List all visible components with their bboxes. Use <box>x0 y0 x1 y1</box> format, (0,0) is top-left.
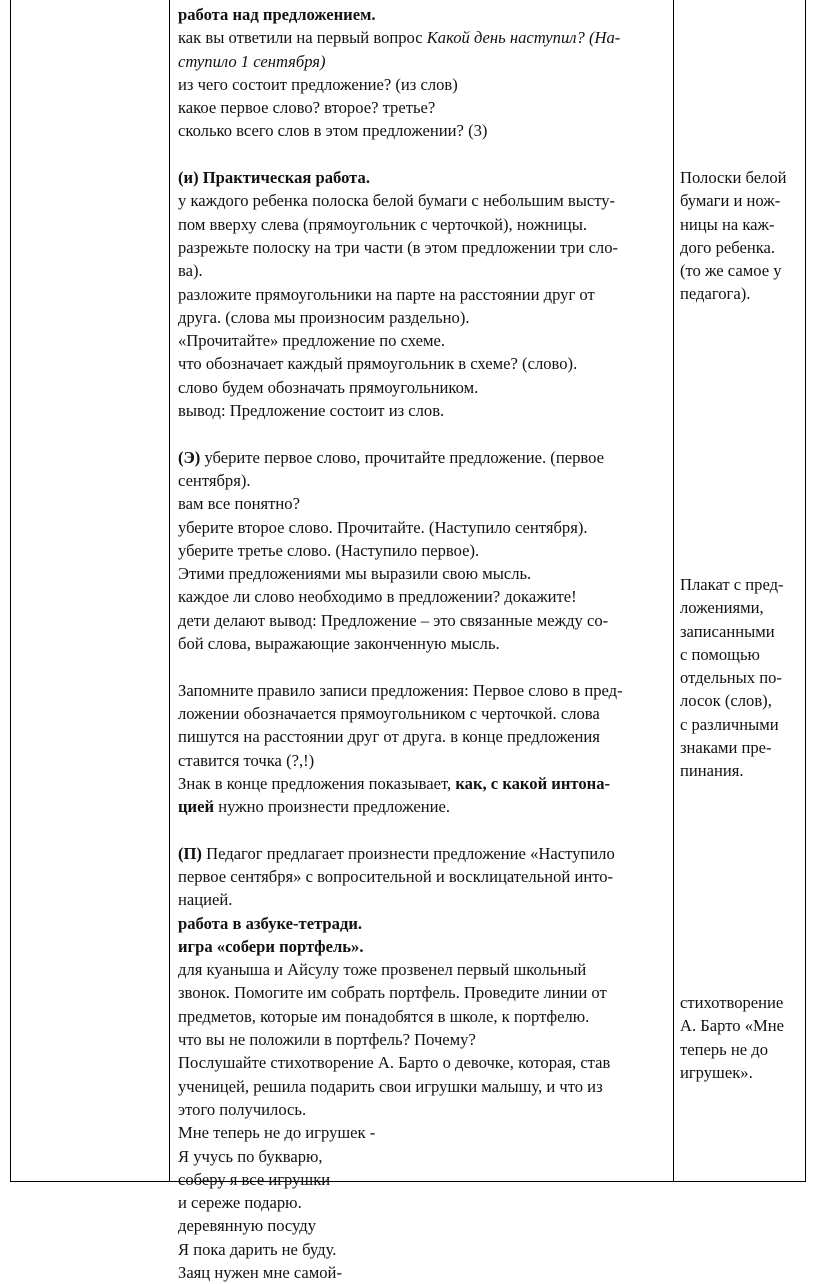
poem-line: Я учусь по букварю, <box>178 1146 323 1166</box>
section-heading: работа над предложением. <box>178 5 376 24</box>
spacer <box>178 143 672 166</box>
bold-span: цией <box>178 797 215 817</box>
text-line <box>178 26 672 49</box>
text-line: сентября). <box>178 470 251 490</box>
block-intonation-and-game <box>178 842 672 1284</box>
section-heading: работа в азбуке-тетради. <box>178 913 363 933</box>
text-line <box>178 772 672 795</box>
side-note-poem <box>680 991 798 1084</box>
italic-span: Какой день наступил? (На- <box>426 28 621 48</box>
note-line: Полоски белой <box>680 168 787 187</box>
text-line: для куаныша и Айсулу тоже прозвенел первый школьный <box>178 960 587 980</box>
text-line: разложите прямоугольники на парте на расстоянии друг от <box>178 284 595 304</box>
block-sentence-work <box>178 3 672 143</box>
text-line: из чего состоит предложение? (из слов) <box>178 74 458 94</box>
text-line: сколько всего слов в этом предложении? (3) <box>178 121 488 141</box>
text-line: ставится точка (?,!) <box>178 750 315 770</box>
text-line: разрежьте полоску на три части (в этом предложении три сло- <box>178 237 619 257</box>
text-line: пом вверху слева (прямоугольник с черточкой), ножницы. <box>178 214 588 234</box>
column-divider-left <box>169 0 170 1181</box>
side-note-paper-strips <box>680 166 798 306</box>
poem-line: и сереже подарю. <box>178 1193 302 1213</box>
text-span: Знак в конце предложения показывает, <box>178 773 456 793</box>
text-line: у каждого ребенка полоска белой бумаги с небольшим высту- <box>178 191 616 211</box>
note-line: ницы на каж- <box>680 214 775 234</box>
text-line: ступило 1 сентября) <box>178 51 326 71</box>
text-line: пишутся на расстоянии друг от друга. в конце предложения <box>178 727 600 747</box>
text-line: Этими предложениями мы выразили свою мысль. <box>178 564 532 584</box>
text-line <box>178 446 672 469</box>
text-line: уберите второе слово. Прочитайте. (Наступило сентября). <box>178 517 588 537</box>
note-line: знаками пре- <box>680 738 772 758</box>
text-span: как вы ответили на первый вопрос <box>178 28 427 48</box>
text-line: нацией. <box>178 890 233 910</box>
note-line: лосок (слов), <box>680 691 772 711</box>
text-line <box>178 795 672 818</box>
note-line: А. Барто «Мне <box>680 1016 785 1036</box>
text-line: слово будем обозначать прямоугольником. <box>178 377 479 397</box>
block-remove-words <box>178 446 672 656</box>
note-line: пинания. <box>680 761 744 781</box>
note-line: (то же самое у <box>680 261 782 281</box>
marker-label: (П) <box>178 843 202 863</box>
text-line: звонок. Помогите им собрать портфель. Проведите линии от <box>178 983 607 1003</box>
note-line: стихотворение <box>680 993 784 1012</box>
text-span: нужно произнести предложение. <box>214 797 450 817</box>
poem-line: Заяц нужен мне самой- <box>178 1263 342 1283</box>
text-line: каждое ли слово необходимо в предложении? докажите! <box>178 587 577 607</box>
lesson-content-column <box>178 3 672 1284</box>
note-line: записанными <box>680 621 775 641</box>
text-line: какое первое слово? второе? третье? <box>178 98 436 118</box>
note-line: отдельных по- <box>680 668 782 688</box>
text-line: уберите третье слово. (Наступило первое). <box>178 540 480 560</box>
section-heading: игра «собери портфель». <box>178 936 364 956</box>
marker-label: (Э) <box>178 447 201 467</box>
text-line: предметов, которые им понадобятся в школе, к портфелю. <box>178 1006 590 1026</box>
note-line: Плакат с пред- <box>680 575 784 594</box>
spacer <box>178 655 672 678</box>
text-line: что вы не положили в портфель? Почему? <box>178 1030 476 1050</box>
note-line: бумаги и нож- <box>680 191 781 211</box>
note-line: педагога). <box>680 284 751 304</box>
block-writing-rule <box>178 679 672 819</box>
text-line: Запомните правило записи предложения: Первое слово в пред- <box>178 680 623 700</box>
text-line: «Прочитайте» предложение по схеме. <box>178 331 445 351</box>
poem-line: Мне теперь не до игрушек - <box>178 1123 376 1143</box>
text-line: друга. (слова мы произносим раздельно). <box>178 307 470 327</box>
spacer <box>178 818 672 841</box>
poem-line: деревянную посуду <box>178 1216 317 1236</box>
text-line: ложении обозначается прямоугольником с черточкой. слова <box>178 703 600 723</box>
column-divider-right <box>673 0 674 1181</box>
poem-line: соберу я все игрушки <box>178 1169 331 1189</box>
text-line: ва). <box>178 261 203 281</box>
note-line: ложениями, <box>680 598 764 618</box>
text-span: уберите первое слово, прочитайте предложение. (первое <box>200 447 604 467</box>
text-line: что обозначает каждый прямоугольник в схеме? (слово). <box>178 354 578 374</box>
section-heading: (и) Практическая работа. <box>178 168 370 188</box>
note-line: игрушек». <box>680 1062 753 1082</box>
text-line <box>178 842 672 865</box>
side-note-poster <box>680 573 798 783</box>
text-line: бой слова, выражающие законченную мысль. <box>178 634 500 654</box>
text-line: вывод: Предложение состоит из слов. <box>178 401 445 421</box>
text-span: Педагог предлагает произнести предложение «Наступило <box>201 843 615 863</box>
note-line: с различными <box>680 714 779 734</box>
spacer <box>178 422 672 445</box>
note-line: дого ребенка. <box>680 237 776 257</box>
poem-line: Я пока дарить не буду. <box>178 1239 337 1259</box>
bold-span: как, с какой интона- <box>455 773 611 793</box>
text-line: ученицей, решила подарить свои игрушки малышу, и что из <box>178 1076 603 1096</box>
text-line: дети делают вывод: Предложение – это связанные между со- <box>178 610 609 630</box>
text-line: этого получилось. <box>178 1099 307 1119</box>
text-line: Послушайте стихотворение А. Барто о девочке, которая, став <box>178 1053 611 1073</box>
text-line: первое сентября» с вопросительной и восклицательной инто- <box>178 866 614 886</box>
block-practical-work <box>178 166 672 422</box>
text-line: вам все понятно? <box>178 494 300 514</box>
note-line: с помощью <box>680 644 760 664</box>
note-line: теперь не до <box>680 1039 769 1059</box>
